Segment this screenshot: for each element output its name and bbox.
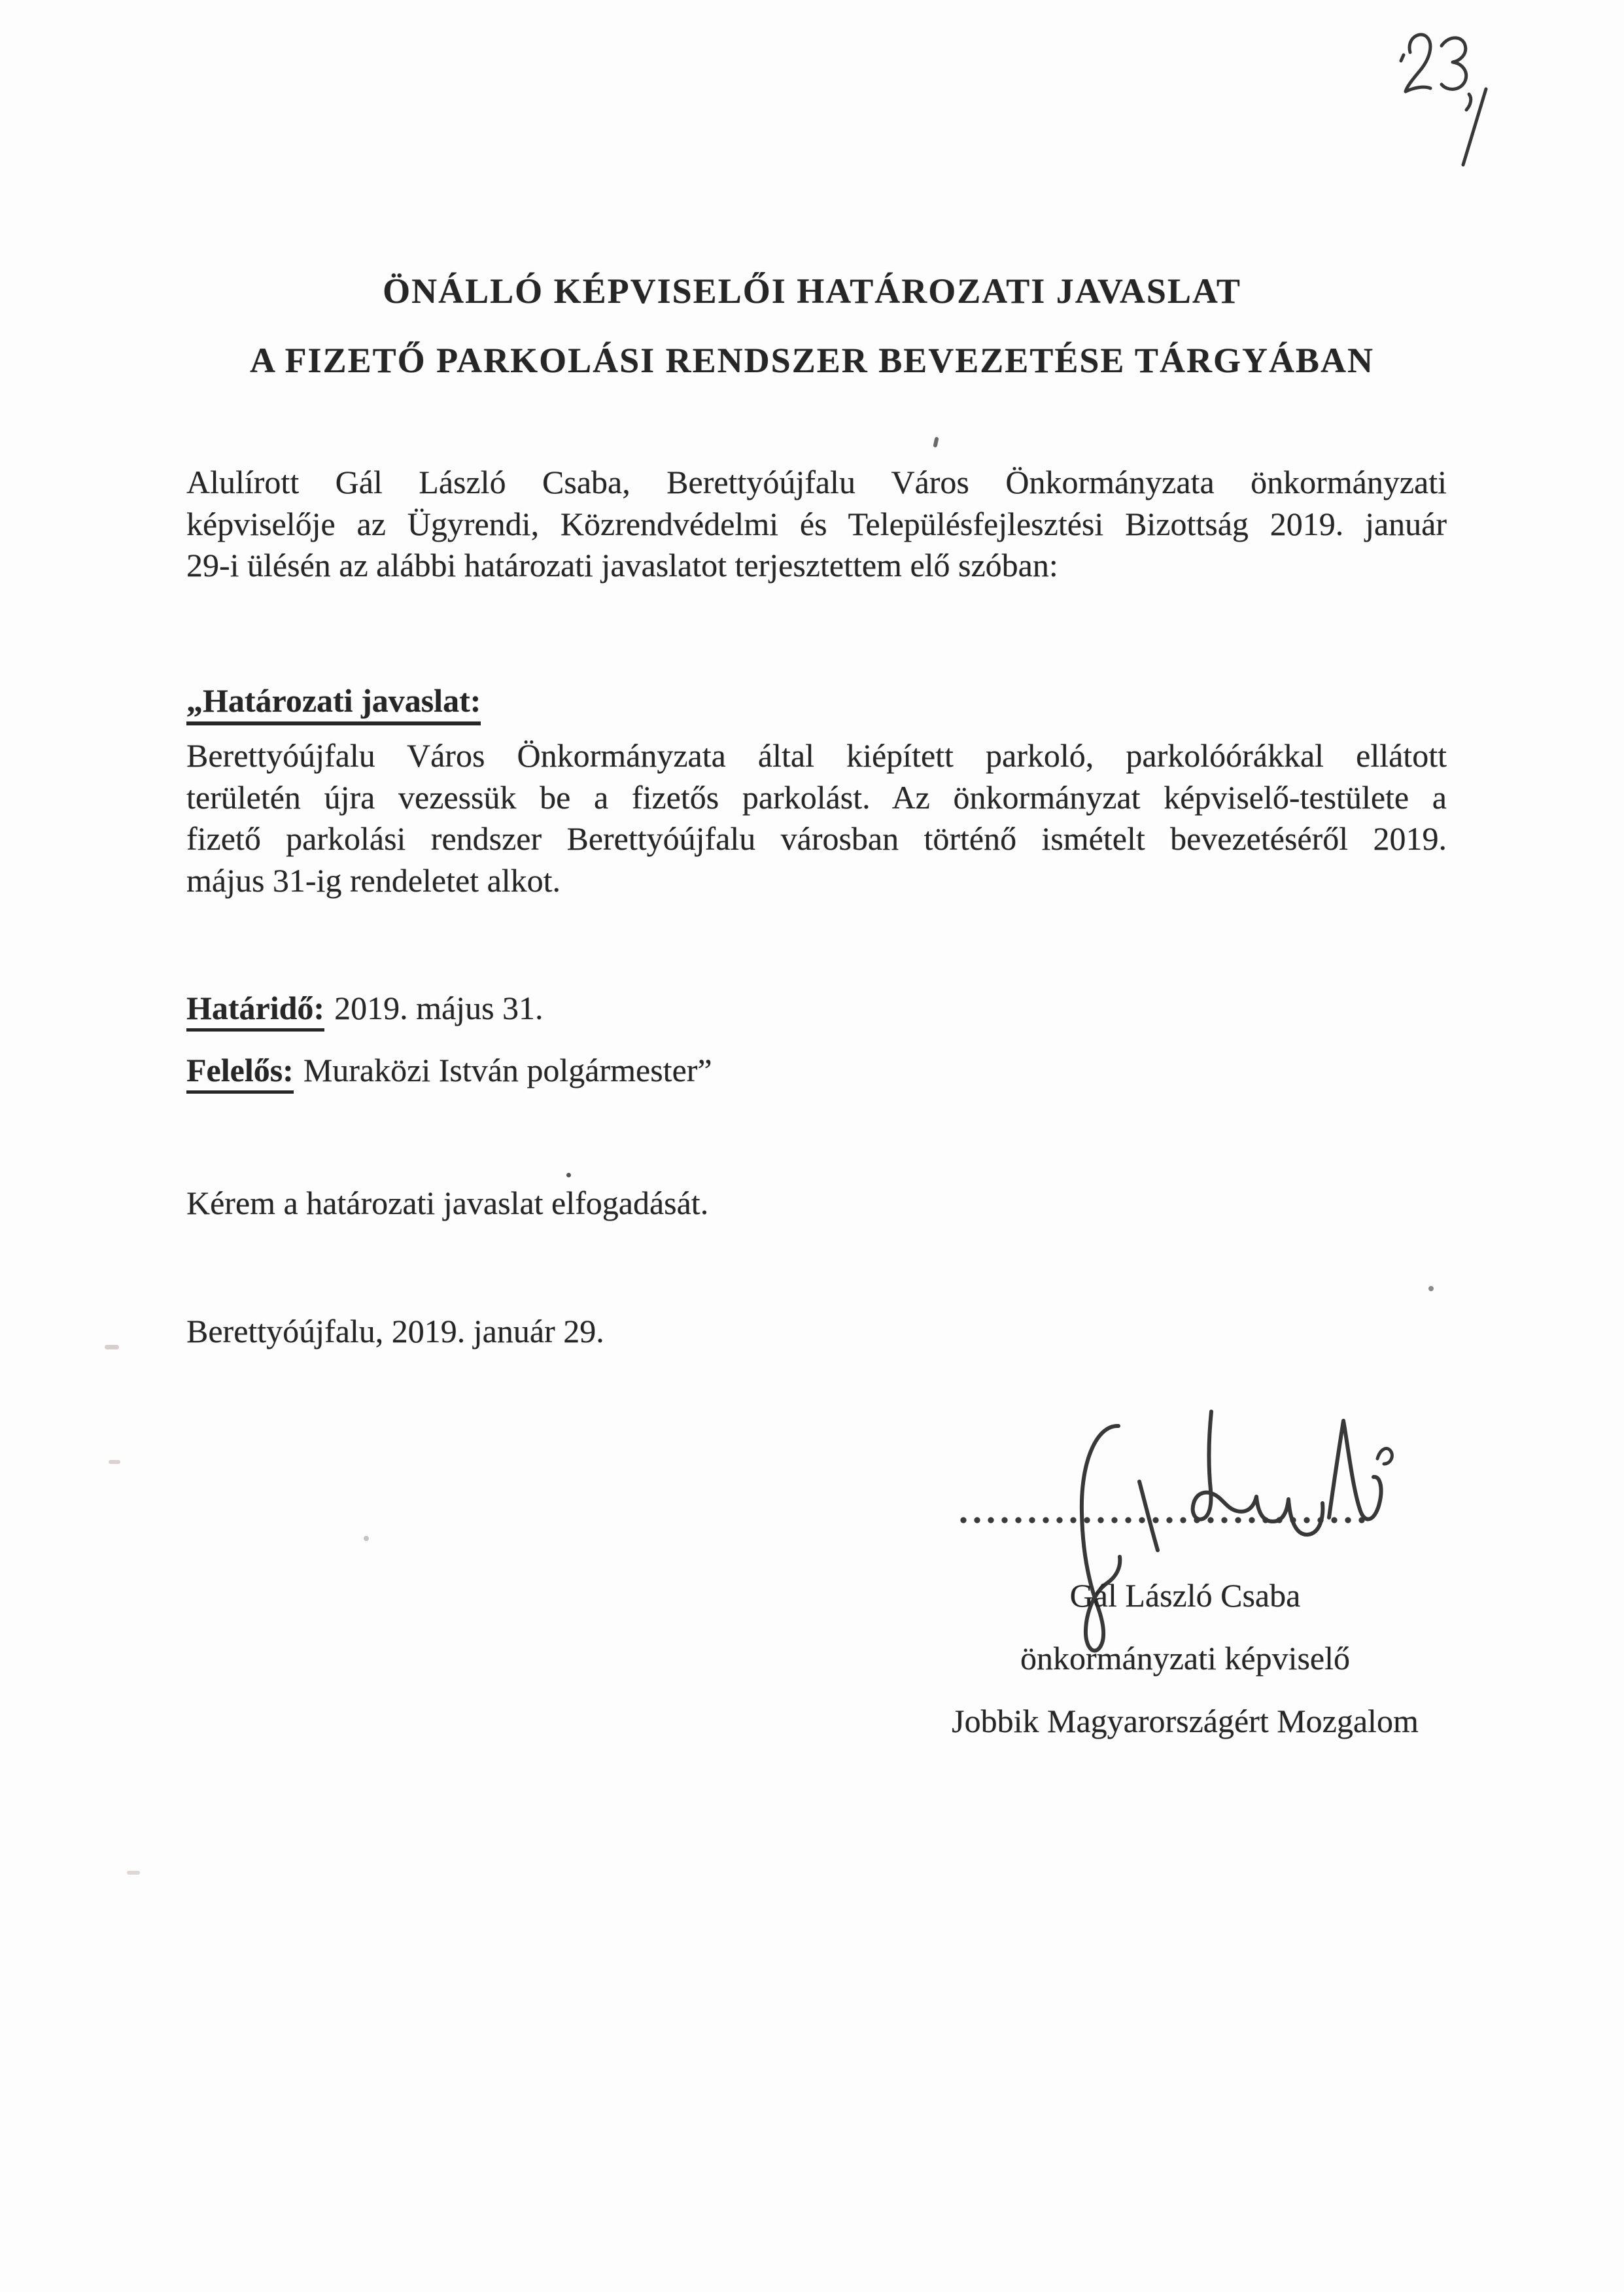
deadline-label: Határidő: [186,990,324,1032]
scan-speck [1428,1286,1434,1291]
scan-speck [364,1536,369,1541]
scan-speck [105,1345,119,1349]
text-line: képviselője az Ügyrendi, Közrendvédelmi és Településfejlesztési Bizottság 2019. január [186,505,1447,542]
signer-party: Jobbik Magyarországért Mozgalom [952,1703,1419,1739]
scan-speck [109,1460,120,1464]
signer-role: önkormányzati képviselő [1020,1640,1351,1676]
signer-name: Gál László Csaba [1069,1577,1301,1614]
text-line: Berettyóújfalu Város Önkormányzata által kiépített parkoló, parkolóórákkal ellátott [186,737,1447,774]
document-title-line2: A FIZETŐ PARKOLÁSI RENDSZER BEVEZETÉSE TÁRGYÁBAN [250,341,1374,380]
scan-speck [566,1173,571,1177]
text-line: fizető parkolási rendszer Berettyóújfalu városban történő ismételt bevezetéséről 2019. [186,820,1447,857]
intro-paragraph [186,462,1447,587]
document-title-line1: ÖNÁLLÓ KÉPVISELŐI HATÁROZATI JAVASLAT [383,271,1241,311]
responsible-line [186,1051,712,1089]
responsible-value: Muraközi István polgármester” [303,1052,712,1088]
deadline-line [186,989,544,1027]
closing-request-line: Kérem a határozati javaslat elfogadását. [186,1185,709,1221]
text-line: Alulírott Gál László Csaba, Berettyóújfalu Város Önkormányzata önkormányzati [186,464,1447,500]
scan-speck [933,437,939,448]
text-line: május 31-ig rendeletet alkot. [186,861,561,899]
date-line: Berettyóújfalu, 2019. január 29. [186,1313,604,1349]
text-line: 29-i ülésén az alábbi határozati javaslatot terjesztettem elő szóban: [186,547,1058,583]
handwritten-signature [1020,1361,1400,1675]
proposal-heading [186,682,481,720]
handwritten-page-number [1385,25,1510,175]
deadline-value: 2019. május 31. [334,990,544,1026]
responsible-label: Felelős: [186,1052,294,1094]
proposal-paragraph [186,735,1447,901]
scan-speck [127,1871,140,1875]
text-line: területén újra vezessük be a fizetős parkolást. Az önkormányzat képviselő-testülete a [186,778,1447,816]
proposal-heading-text: „Határozati javaslat: [186,682,481,725]
